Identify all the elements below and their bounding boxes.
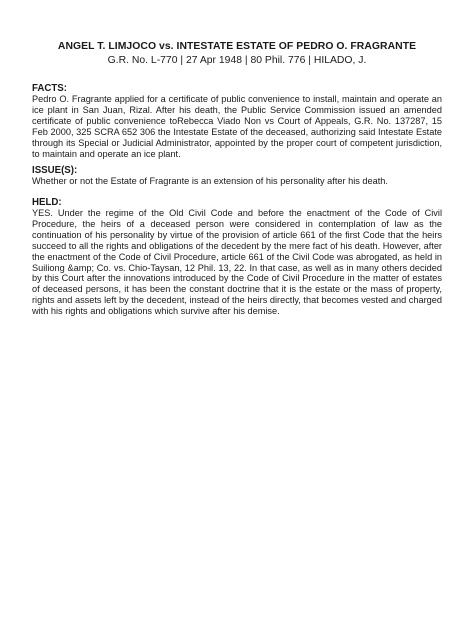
facts-body: Pedro O. Fragrante applied for a certificate of public convenience to install, maintain and operate an ice plant in San Juan, Rizal. After his death, the Public Service Commission issued an amended certificate of public convenience toRebecca Viado Non vs Court of Appeals, G.R. No. 137287, 15 Feb 2000, 325 SCRA 652 306 the Intestate Estate of the deceased, authorizing said Intestate Estate through its Special or Judicial Administrator, appointed by the proper court of competent jurisdiction, to maintain and operate an ice plant.	[32, 94, 442, 159]
issues-body: Whether or not the Estate of Fragrante is an extension of his personality after his death.	[32, 176, 388, 186]
issues-heading: ISSUE(S):	[32, 165, 78, 176]
held-body: YES. Under the regime of the Old Civil Code and before the enactment of the Code of Civil Procedure, the heirs of a deceased person were considered in contemplation of law as the continuation of his personality by virtue of the provision of article 661 of the first Code that the heirs succeed to all the rights and obligations of the decedent by the mere fact of his death. However, after the enactment of the Code of Civil Procedure, article 661 of the Civil Code was abrogated, as held in Suiliong &amp; Co. vs. Chio-Taysan, 12 Phil. 13, 22. In that case, as well as in many others decided by this Court after the innovations introduced by the Code of Civil Procedure in the matter of estates of deceased persons, it has been the constant doctrine that it is the estate or the mass of property, rights and assets left by the decedent, instead of the heirs directly, that becomes vested and charged with his rights and obligations which survive after his demise.	[32, 208, 442, 317]
issues-section	[32, 165, 442, 187]
case-title: ANGEL T. LIMJOCO vs. INTESTATE ESTATE OF PEDRO O. FRAGRANTE	[57, 41, 417, 52]
case-header	[30, 40, 444, 67]
facts-heading: FACTS:	[32, 83, 67, 94]
case-citation: G.R. No. L-770 | 27 Apr 1948 | 80 Phil. 776 | HILADO, J.	[107, 55, 367, 66]
held-heading: HELD:	[32, 197, 62, 208]
facts-section	[32, 83, 442, 159]
held-section	[32, 197, 442, 317]
